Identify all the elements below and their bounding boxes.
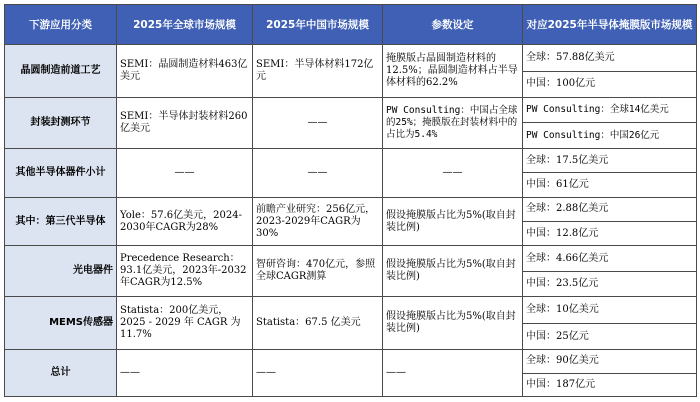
table-row: [5, 98, 697, 123]
global-market-cell: ——: [117, 350, 253, 397]
table-row: [5, 246, 697, 271]
row-category: 总计: [5, 350, 117, 397]
china-market-cell: 前瞻产业研究：256亿元，2023-2029年CAGR为30%: [253, 197, 383, 246]
table-row: [5, 45, 697, 72]
result-global-cell: PW Consulting：全球14亿美元: [523, 98, 697, 123]
row-category: 其中：第三代半导体: [5, 197, 117, 246]
header-category: 下游应用分类: [5, 5, 117, 45]
global-market-cell: Precedence Research：93.1亿美元，2023年-2032年CAGR为12.5%: [117, 246, 253, 297]
table-row: [5, 350, 697, 373]
row-category: 封装封测环节: [5, 98, 117, 149]
result-global-cell: 全球：57.88亿美元: [523, 45, 697, 72]
china-market-cell: 智研咨询：470亿元，参照全球CAGR测算: [253, 246, 383, 297]
result-china-cell: PW Consulting：中国26亿元: [523, 123, 697, 148]
header-global-market: 2025年全球市场规模: [117, 5, 253, 45]
parameter-cell: ——: [383, 350, 523, 397]
result-global-cell: 全球：4.66亿美元: [523, 246, 697, 271]
global-market-cell: Yole：57.6亿美元，2024-2030年CAGR为28%: [117, 197, 253, 246]
parameter-cell: ——: [383, 148, 523, 197]
result-china-cell: 中国：61亿元: [523, 173, 697, 197]
result-global-cell: 全球：17.5亿美元: [523, 148, 697, 172]
result-global-cell: 全球：90亿美元: [523, 350, 697, 373]
header-china-market: 2025年中国市场规模: [253, 5, 383, 45]
header-mask-market: 对应2025年半导体掩膜版市场规模: [523, 5, 697, 45]
header-row: [5, 5, 697, 45]
result-china-cell: 中国：187亿元: [523, 373, 697, 396]
market-size-table: [4, 4, 697, 397]
result-global-cell: 全球：2.88亿美元: [523, 197, 697, 221]
parameter-cell: PW Consulting：中国占全球的25%；掩膜版在封装材料中的占比为5.4%: [383, 98, 523, 149]
result-china-cell: 中国：23.5亿元: [523, 271, 697, 296]
row-category: MEMS传感器: [5, 297, 117, 350]
global-market-cell: Statista：200亿美元，2025 - 2029 年 CAGR 为11.7%: [117, 297, 253, 350]
parameter-cell: 假设掩膜版占比为5%(取自封装比例): [383, 246, 523, 297]
china-market-cell: SEMI：半导体材料172亿元: [253, 45, 383, 98]
result-china-cell: 中国：100亿元: [523, 71, 697, 98]
result-china-cell: 中国：25亿元: [523, 323, 697, 350]
table-row: [5, 197, 697, 221]
result-global-cell: 全球：10亿美元: [523, 297, 697, 324]
table-row: [5, 148, 697, 172]
parameter-cell: 假设掩膜版占比为5%(取自封装比例): [383, 197, 523, 246]
parameter-cell: 假设掩膜版占比为5%(取自封装比例): [383, 297, 523, 350]
row-category: 光电器件: [5, 246, 117, 297]
china-market-cell: ——: [253, 148, 383, 197]
parameter-cell: 掩膜版占晶圆制造材料的12.5%；晶圆制造材料占半导体材料的62.2%: [383, 45, 523, 98]
global-market-cell: SEMI：半导体封装材料260亿美元: [117, 98, 253, 149]
row-category: 其他半导体器件小计: [5, 148, 117, 197]
result-china-cell: 中国：12.8亿元: [523, 222, 697, 246]
china-market-cell: ——: [253, 98, 383, 149]
row-category: 晶圆制造前道工艺: [5, 45, 117, 98]
global-market-cell: ——: [117, 148, 253, 197]
global-market-cell: SEMI：晶圆制造材料463亿美元: [117, 45, 253, 98]
header-parameters: 参数设定: [383, 5, 523, 45]
table-row: [5, 297, 697, 324]
china-market-cell: ——: [253, 350, 383, 397]
china-market-cell: Statista：67.5 亿美元: [253, 297, 383, 350]
